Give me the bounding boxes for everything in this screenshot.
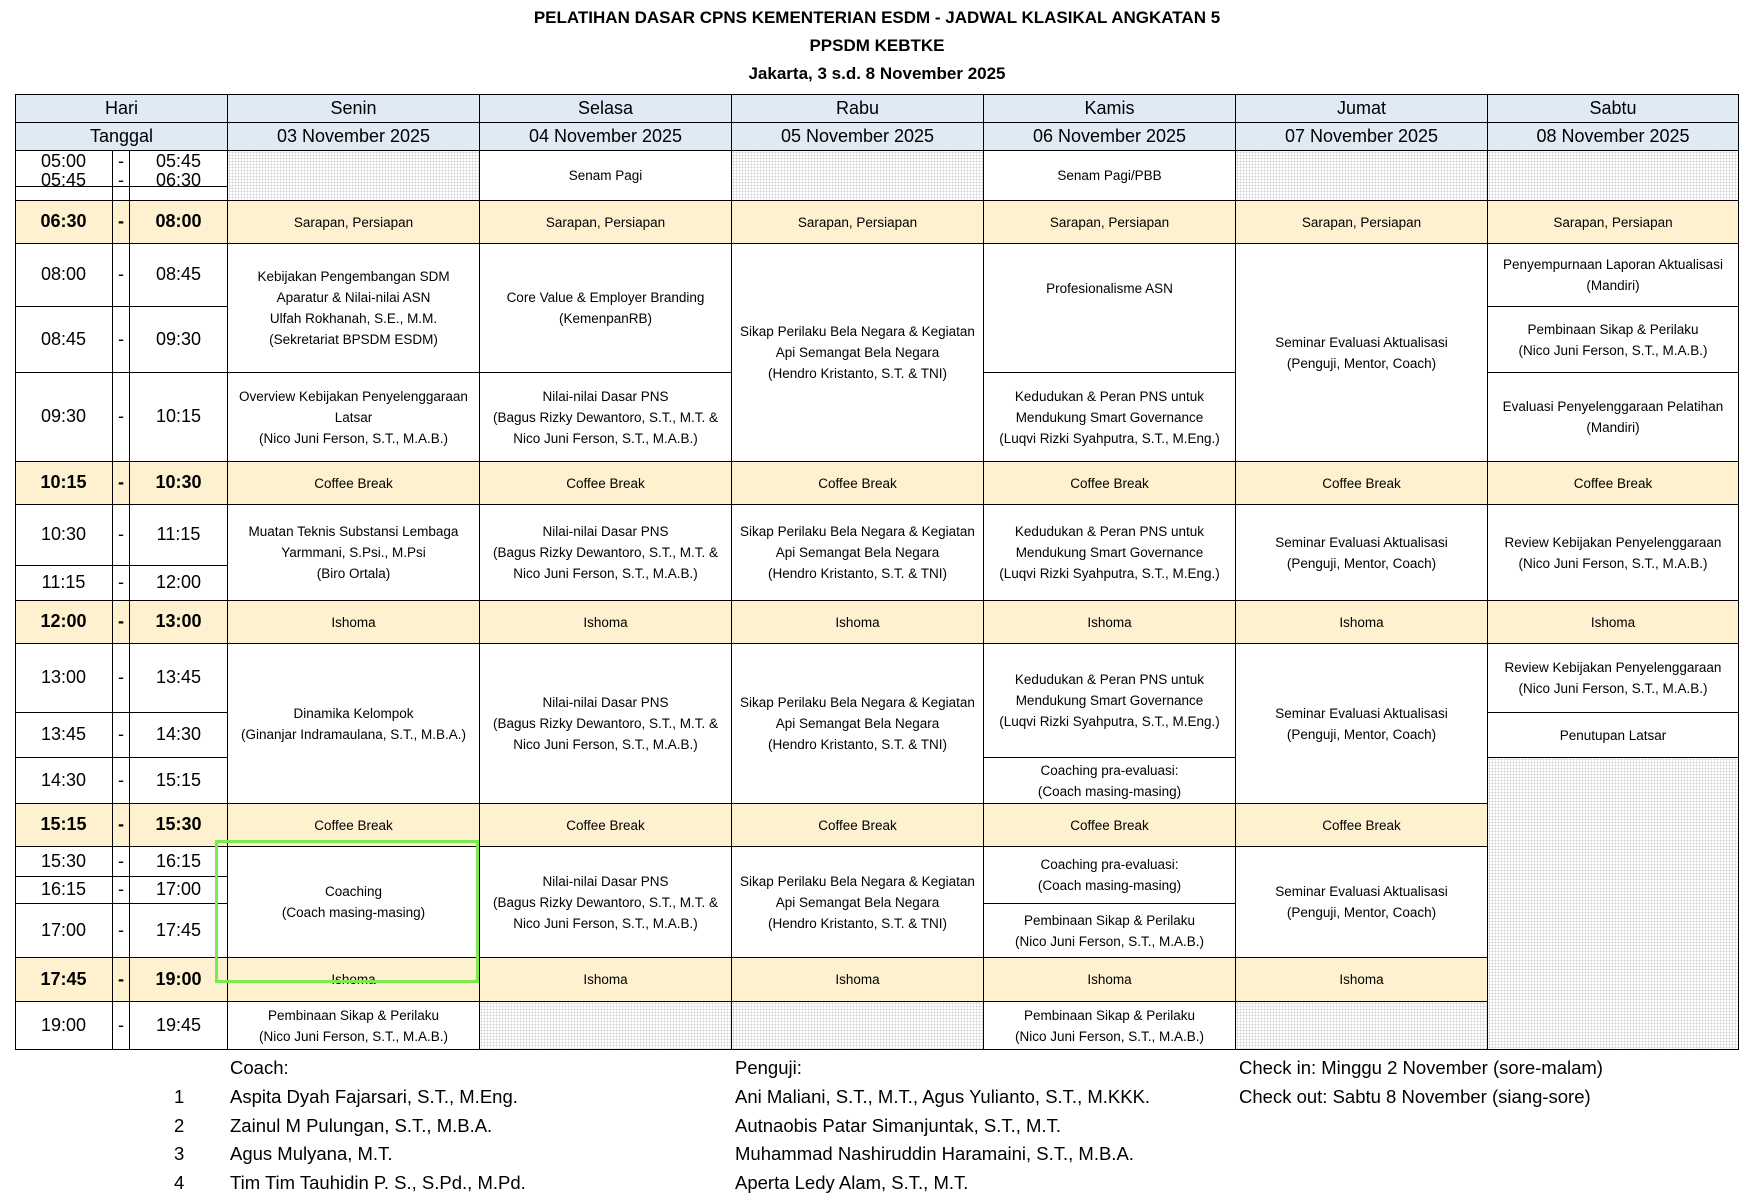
slot-empty — [1487, 150, 1739, 201]
time-start: 06:30 — [40, 211, 87, 231]
session-coffee-break: Coffee Break — [983, 803, 1236, 847]
time-end: 15:30 — [155, 814, 202, 834]
slot-empty — [731, 1001, 984, 1050]
time-sep: - — [118, 211, 124, 231]
coach-number: 2 — [174, 1115, 185, 1136]
day-name-jumat: Jumat — [1235, 94, 1488, 123]
session-evaluasi-penyelenggaraan: Evaluasi Penyelenggaraan Pelatihan (Mandiri) — [1487, 372, 1739, 462]
session-pembinaan-sikap: Pembinaan Sikap & Perilaku (Nico Juni Ferson, S.T., M.A.B.) — [227, 1001, 480, 1050]
session-coffee-break: Coffee Break — [227, 803, 480, 847]
penguji-name: Aperta Ledy Alam, S.T., M.T. — [735, 1172, 969, 1193]
session-ishoma: Ishoma — [479, 600, 732, 644]
session-ishoma: Ishoma — [227, 957, 480, 1002]
time-sep: - — [118, 169, 124, 190]
time-sep: - — [118, 879, 124, 899]
session-penyempurnaan-laporan: Penyempurnaan Laporan Aktualisasi (Mandiri) — [1487, 243, 1739, 307]
slot-empty — [1487, 757, 1739, 1050]
session-ishoma: Ishoma — [731, 957, 984, 1002]
time-sep: - — [118, 328, 124, 349]
time-sep: - — [118, 524, 124, 544]
penguji-name: Autnaobis Patar Simanjuntak, S.T., M.T. — [735, 1115, 1061, 1136]
session-nilai-dasar: Nilai-nilai Dasar PNS (Bagus Rizky Dewantoro, S.T., M.T. & Nico Juni Ferson, S.T., M.A.B.) — [479, 846, 732, 958]
session-seminar-evaluasi: Seminar Evaluasi Aktualisasi (Penguji, Mentor, Coach) — [1235, 243, 1488, 462]
slot-empty — [1235, 150, 1488, 201]
header-tanggal: Tanggal — [15, 122, 228, 151]
session-pembinaan-sikap: Pembinaan Sikap & Perilaku (Nico Juni Ferson, S.T., M.A.B.) — [1487, 306, 1739, 373]
session-coffee-break: Coffee Break — [731, 461, 984, 505]
time-end: 05:45 — [155, 151, 202, 171]
time-end: 14:30 — [155, 724, 202, 744]
time-start: 19:00 — [40, 1015, 87, 1035]
coach-name: Zainul M Pulungan, S.T., M.B.A. — [230, 1115, 493, 1136]
time-end: 12:00 — [155, 572, 202, 592]
slot-empty — [731, 150, 984, 201]
day-date-jumat: 07 November 2025 — [1235, 122, 1488, 151]
session-ishoma: Ishoma — [227, 600, 480, 644]
session-sarapan: Sarapan, Persiapan — [731, 200, 984, 244]
session-senam-pagi: Senam Pagi — [479, 150, 732, 201]
session-coffee-break: Coffee Break — [1487, 461, 1739, 505]
session-penutupan-latsar: Penutupan Latsar — [1487, 712, 1739, 758]
session-coffee-break: Coffee Break — [983, 461, 1236, 505]
time-end: 09:30 — [155, 328, 202, 349]
time-sep: - — [118, 769, 124, 790]
time-sep: - — [118, 611, 124, 631]
day-date-rabu: 05 November 2025 — [731, 122, 984, 151]
session-review-kebijakan: Review Kebijakan Penyelenggaraan (Nico Juni Ferson, S.T., M.A.B.) — [1487, 643, 1739, 713]
session-dinamika-kelompok: Dinamika Kelompok (Ginanjar Indramaulana, S.T., M.B.A.) — [227, 643, 480, 804]
session-muatan-teknis: Muatan Teknis Substansi Lembaga Yarmmani, S.Psi., M.Psi (Biro Ortala) — [227, 504, 480, 601]
time-sep: - — [118, 264, 124, 284]
day-date-sabtu: 08 November 2025 — [1487, 122, 1739, 151]
coach-label: Coach: — [230, 1057, 289, 1078]
session-sarapan: Sarapan, Persiapan — [1235, 200, 1488, 244]
session-ishoma: Ishoma — [479, 957, 732, 1002]
time-end: 17:00 — [155, 879, 202, 899]
time-sep: - — [118, 850, 124, 871]
time-sep: - — [118, 814, 124, 834]
coach-name: Agus Mulyana, M.T. — [230, 1143, 393, 1164]
day-name-rabu: Rabu — [731, 94, 984, 123]
coach-number: 3 — [174, 1143, 185, 1164]
time-sep: - — [118, 406, 124, 426]
session-ishoma: Ishoma — [983, 600, 1236, 644]
session-pembinaan-sikap: Pembinaan Sikap & Perilaku (Nico Juni Ferson, S.T., M.A.B.) — [983, 1001, 1236, 1050]
session-ishoma: Ishoma — [1235, 957, 1488, 1002]
session-sarapan: Sarapan, Persiapan — [227, 200, 480, 244]
session-kedudukan-peran: Kedudukan & Peran PNS untuk Mendukung Smart Governance (Luqvi Rizki Syahputra, S.T., M.Eng.) — [983, 504, 1236, 601]
time-end: 10:30 — [155, 472, 202, 492]
time-sep: - — [118, 572, 124, 592]
session-nilai-dasar: Nilai-nilai Dasar PNS (Bagus Rizky Dewantoro, S.T., M.T. & Nico Juni Ferson, S.T., M.A.B.) — [479, 643, 732, 804]
time-sep: - — [118, 151, 124, 171]
time-end: 19:00 — [155, 968, 202, 989]
session-coffee-break: Coffee Break — [479, 461, 732, 505]
document-title: PELATIHAN DASAR CPNS KEMENTERIAN ESDM - JADWAL KLASIKAL ANGKATAN 5 — [533, 8, 1221, 27]
session-pembinaan-sikap: Pembinaan Sikap & Perilaku (Nico Juni Ferson, S.T., M.A.B.) — [983, 903, 1236, 958]
session-bela-negara: Sikap Perilaku Bela Negara & Kegiatan Api Semangat Bela Negara (Hendro Kristanto, S.T. & TNI) — [731, 846, 984, 958]
day-name-senin: Senin — [227, 94, 480, 123]
penguji-label: Penguji: — [735, 1057, 802, 1078]
session-seminar-evaluasi: Seminar Evaluasi Aktualisasi (Penguji, Mentor, Coach) — [1235, 643, 1488, 804]
time-start: 11:15 — [41, 572, 86, 592]
session-coffee-break: Coffee Break — [227, 461, 480, 505]
day-name-selasa: Selasa — [479, 94, 732, 123]
time-start: 08:00 — [40, 264, 87, 284]
time-end: 08:00 — [155, 211, 202, 231]
time-start: 14:30 — [40, 769, 87, 790]
slot-empty — [1235, 1001, 1488, 1050]
checkin-info: Check in: Minggu 2 November (sore-malam) — [1239, 1057, 1603, 1078]
time-end: 13:45 — [155, 667, 202, 687]
time-sep: - — [118, 919, 124, 940]
time-start: 15:15 — [40, 814, 87, 834]
time-start: 13:45 — [40, 724, 87, 744]
session-kedudukan-peran: Kedudukan & Peran PNS untuk Mendukung Smart Governance (Luqvi Rizki Syahputra, S.T., M.Eng.) — [983, 643, 1236, 758]
coach-number: 4 — [174, 1172, 185, 1193]
session-ishoma: Ishoma — [1487, 600, 1739, 644]
day-date-senin: 03 November 2025 — [227, 122, 480, 151]
session-ishoma: Ishoma — [983, 957, 1236, 1002]
session-review-kebijakan: Review Kebijakan Penyelenggaraan (Nico Juni Ferson, S.T., M.A.B.) — [1487, 504, 1739, 601]
session-coaching-pra-evaluasi: Coaching pra-evaluasi: (Coach masing-masing) — [983, 846, 1236, 904]
session-kedudukan-peran: Kedudukan & Peran PNS untuk Mendukung Smart Governance (Luqvi Rizki Syahputra, S.T., M.Eng.) — [983, 372, 1236, 462]
time-sep: - — [118, 472, 124, 492]
time-end: 13:00 — [155, 611, 202, 631]
document-location-dates: Jakarta, 3 s.d. 8 November 2025 — [748, 64, 1006, 83]
session-profesionalisme: Profesionalisme ASN — [983, 243, 1236, 373]
time-start: 17:45 — [40, 968, 87, 989]
time-sep: - — [118, 1015, 124, 1035]
time-start: 09:30 — [40, 406, 87, 426]
time-end: 11:15 — [156, 524, 201, 544]
coach-number: 1 — [174, 1086, 185, 1107]
session-ishoma: Ishoma — [1235, 600, 1488, 644]
time-start: 08:45 — [40, 328, 87, 349]
session-overview-latsar: Overview Kebijakan Penyelenggaraan Latsar (Nico Juni Ferson, S.T., M.A.B.) — [227, 372, 480, 462]
session-coffee-break: Coffee Break — [1235, 803, 1488, 847]
time-end: 19:45 — [155, 1015, 202, 1035]
penguji-name: Ani Maliani, S.T., M.T., Agus Yulianto, S.T., M.KKK. — [735, 1086, 1151, 1107]
session-coaching-pra-evaluasi: Coaching pra-evaluasi: (Coach masing-masing) — [983, 757, 1236, 804]
time-end: 17:45 — [155, 919, 202, 940]
session-seminar-evaluasi: Seminar Evaluasi Aktualisasi (Penguji, Mentor, Coach) — [1235, 504, 1488, 601]
slot-empty — [479, 1001, 732, 1050]
time-sep: - — [118, 968, 124, 989]
coach-name: Tim Tim Tauhidin P. S., S.Pd., M.Pd. — [230, 1172, 526, 1193]
session-coaching: Coaching (Coach masing-masing) — [227, 846, 480, 958]
time-start: 10:30 — [40, 524, 87, 544]
document-subtitle: PPSDM KEBTKE — [809, 36, 945, 55]
session-bela-negara: Sikap Perilaku Bela Negara & Kegiatan Api Semangat Bela Negara (Hendro Kristanto, S.T. & TNI) — [731, 504, 984, 601]
header-hari: Hari — [15, 94, 228, 123]
session-kebijakan-sdm: Kebijakan Pengembangan SDM Aparatur & Nilai-nilai ASN Ulfah Rokhanah, S.E., M.M. (Sekretariat BPSDM ESDM) — [227, 243, 480, 373]
day-name-kamis: Kamis — [983, 94, 1236, 123]
time-start: 12:00 — [40, 611, 87, 631]
time-start: 15:30 — [40, 850, 87, 871]
session-coffee-break: Coffee Break — [1235, 461, 1488, 505]
time-sep: - — [118, 667, 124, 687]
slot-empty — [227, 150, 480, 201]
time-start: 05:00 — [40, 151, 87, 171]
time-end: 06:30 — [155, 169, 202, 190]
time-end: 15:15 — [155, 769, 202, 790]
session-sarapan: Sarapan, Persiapan — [479, 200, 732, 244]
time-start: 10:15 — [40, 472, 87, 492]
session-sarapan: Sarapan, Persiapan — [1487, 200, 1739, 244]
penguji-name: Muhammad Nashiruddin Haramaini, S.T., M.B.A. — [735, 1143, 1134, 1164]
time-start: 05:45 — [40, 169, 87, 190]
session-bela-negara: Sikap Perilaku Bela Negara & Kegiatan Api Semangat Bela Negara (Hendro Kristanto, S.T. & TNI) — [731, 643, 984, 804]
time-end: 16:15 — [155, 850, 202, 871]
session-nilai-dasar: Nilai-nilai Dasar PNS (Bagus Rizky Dewantoro, S.T., M.T. & Nico Juni Ferson, S.T., M.A.B.) — [479, 372, 732, 462]
session-bela-negara: Sikap Perilaku Bela Negara & Kegiatan Api Semangat Bela Negara (Hendro Kristanto, S.T. & TNI) — [731, 243, 984, 462]
session-nilai-dasar: Nilai-nilai Dasar PNS (Bagus Rizky Dewantoro, S.T., M.T. & Nico Juni Ferson, S.T., M.A.B.) — [479, 504, 732, 601]
day-date-selasa: 04 November 2025 — [479, 122, 732, 151]
session-senam-pagi-pbb: Senam Pagi/PBB — [983, 150, 1236, 201]
session-coffee-break: Coffee Break — [479, 803, 732, 847]
session-sarapan: Sarapan, Persiapan — [983, 200, 1236, 244]
coach-name: Aspita Dyah Fajarsari, S.T., M.Eng. — [230, 1086, 518, 1107]
checkout-info: Check out: Sabtu 8 November (siang-sore) — [1239, 1086, 1591, 1107]
session-coffee-break: Coffee Break — [731, 803, 984, 847]
time-sep: - — [118, 724, 124, 744]
session-core-value: Core Value & Employer Branding (KemenpanRB) — [479, 243, 732, 373]
time-end: 08:45 — [155, 264, 202, 284]
time-start: 13:00 — [40, 667, 87, 687]
time-end: 10:15 — [155, 406, 202, 426]
day-name-sabtu: Sabtu — [1487, 94, 1739, 123]
time-start: 16:15 — [40, 879, 87, 899]
session-seminar-evaluasi: Seminar Evaluasi Aktualisasi (Penguji, Mentor, Coach) — [1235, 846, 1488, 958]
time-start: 17:00 — [40, 919, 87, 940]
day-date-kamis: 06 November 2025 — [983, 122, 1236, 151]
session-ishoma: Ishoma — [731, 600, 984, 644]
